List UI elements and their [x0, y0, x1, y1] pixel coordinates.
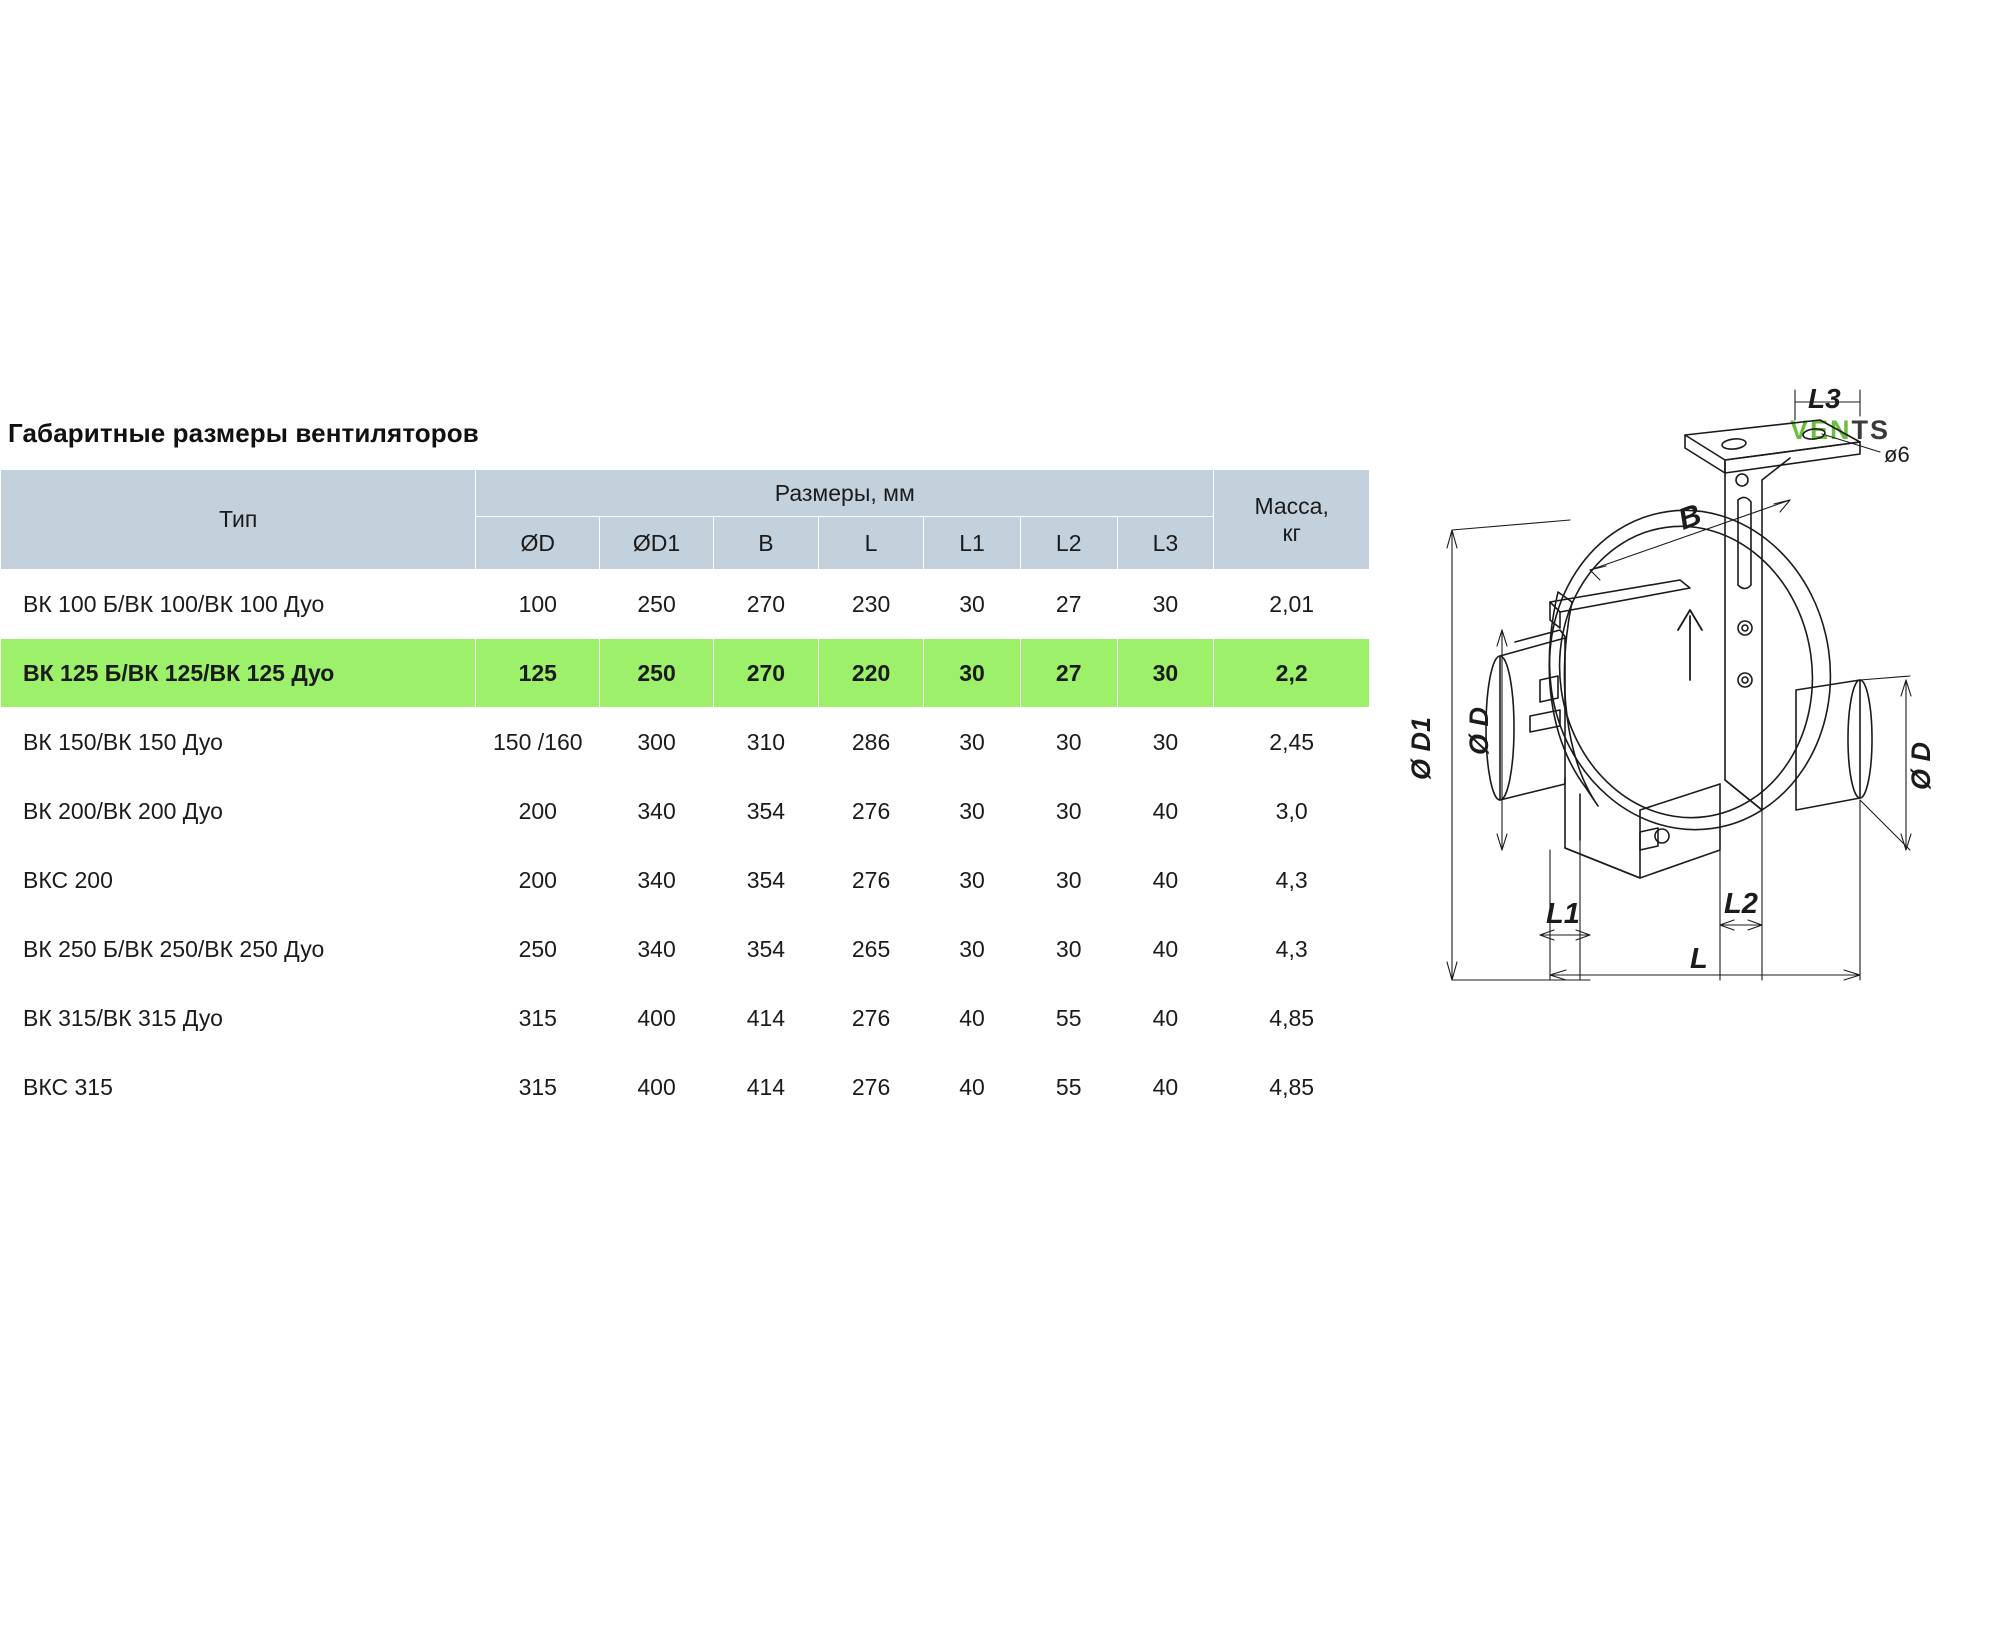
cell-l2: 55	[1020, 1053, 1117, 1122]
dimensions-table	[0, 469, 1370, 1122]
dimension-label-d6: ø6	[1884, 442, 1910, 467]
dimension-label-d-right: Ø D	[1906, 741, 1936, 790]
cell-l1: 30	[924, 846, 1021, 915]
table-row	[1, 1053, 1370, 1122]
mounting-bracket	[1685, 420, 1860, 473]
table-row	[1, 846, 1370, 915]
cell-d: 250	[476, 915, 600, 984]
column-header-mass-line1: Масса,	[1254, 492, 1329, 519]
cell-l3: 40	[1117, 915, 1214, 984]
cell-b: 354	[713, 915, 818, 984]
cell-mass: 2,01	[1214, 570, 1370, 639]
cell-d1: 300	[600, 708, 714, 777]
column-header-l1: L1	[924, 517, 1021, 570]
cell-mass: 2,45	[1214, 708, 1370, 777]
cell-l3: 30	[1117, 639, 1214, 708]
cell-l1: 30	[924, 915, 1021, 984]
cell-type: ВК 250 Б/ВК 250/ВК 250 Дуо	[1, 915, 476, 984]
cell-mass: 4,3	[1214, 915, 1370, 984]
table-row-highlighted	[1, 639, 1370, 708]
fan-housing	[1529, 492, 1851, 878]
cell-b: 354	[713, 777, 818, 846]
table-head	[1, 470, 1370, 570]
column-header-l: L	[818, 517, 923, 570]
dimension-label-l2: L2	[1724, 888, 1758, 920]
cell-l2: 27	[1020, 570, 1117, 639]
cell-l3: 40	[1117, 1053, 1214, 1122]
cell-l2: 55	[1020, 984, 1117, 1053]
column-header-mass-line2: кг	[1282, 519, 1301, 546]
dimensions-table-block	[0, 418, 1380, 1122]
cell-l: 276	[818, 984, 923, 1053]
table-row	[1, 708, 1370, 777]
table-body	[1, 570, 1370, 1122]
dimension-lines	[1447, 390, 1911, 980]
cell-b: 414	[713, 984, 818, 1053]
cell-l: 276	[818, 846, 923, 915]
cell-mass: 3,0	[1214, 777, 1370, 846]
cell-l: 265	[818, 915, 923, 984]
table-row	[1, 984, 1370, 1053]
cell-l3: 30	[1117, 570, 1214, 639]
cell-d: 100	[476, 570, 600, 639]
cell-type: ВК 315/ВК 315 Дуо	[1, 984, 476, 1053]
cell-d: 200	[476, 777, 600, 846]
dimension-label-l1: L1	[1546, 898, 1580, 930]
column-header-type: Тип	[1, 470, 476, 570]
cell-l1: 30	[924, 708, 1021, 777]
column-header-mass	[1214, 470, 1370, 570]
cell-type: ВК 125 Б/ВК 125/ВК 125 Дуо	[1, 639, 476, 708]
cell-l1: 30	[924, 639, 1021, 708]
dimension-label-l: L	[1690, 943, 1708, 975]
cell-b: 414	[713, 1053, 818, 1122]
cell-d1: 340	[600, 915, 714, 984]
cell-l: 286	[818, 708, 923, 777]
cell-mass: 4,85	[1214, 984, 1370, 1053]
cell-l3: 40	[1117, 846, 1214, 915]
cell-b: 354	[713, 846, 818, 915]
cell-d: 125	[476, 639, 600, 708]
cell-l1: 40	[924, 1053, 1021, 1122]
cell-mass: 2,2	[1214, 639, 1370, 708]
cell-d1: 250	[600, 570, 714, 639]
cell-l1: 40	[924, 984, 1021, 1053]
cell-d1: 400	[600, 1053, 714, 1122]
cell-type: ВК 100 Б/ВК 100/ВК 100 Дуо	[1, 570, 476, 639]
table-row	[1, 915, 1370, 984]
cell-l2: 30	[1020, 846, 1117, 915]
cell-l: 220	[818, 639, 923, 708]
brand-logo-part1: VEN	[1790, 415, 1852, 445]
cell-type: ВКС 200	[1, 846, 476, 915]
cell-b: 270	[713, 639, 818, 708]
cell-l: 230	[818, 570, 923, 639]
outlet-spigot	[1796, 680, 1872, 810]
cell-b: 270	[713, 570, 818, 639]
cell-l3: 40	[1117, 984, 1214, 1053]
cell-d1: 340	[600, 777, 714, 846]
cable-gland	[1640, 828, 1669, 850]
dimension-label-d1: Ø D1	[1406, 716, 1436, 780]
cell-l3: 40	[1117, 777, 1214, 846]
cell-b: 310	[713, 708, 818, 777]
brand-logo-part2: TS	[1851, 415, 1891, 445]
table-row	[1, 570, 1370, 639]
cell-l1: 30	[924, 570, 1021, 639]
cell-l1: 30	[924, 777, 1021, 846]
cell-type: ВК 150/ВК 150 Дуо	[1, 708, 476, 777]
cell-d1: 400	[600, 984, 714, 1053]
cell-d1: 340	[600, 846, 714, 915]
cell-l2: 27	[1020, 639, 1117, 708]
cell-type: ВКС 315	[1, 1053, 476, 1122]
cell-d1: 250	[600, 639, 714, 708]
cell-d: 315	[476, 1053, 600, 1122]
cell-mass: 4,3	[1214, 846, 1370, 915]
fan-technical-drawing	[1390, 380, 1990, 1210]
dimension-label-b: B	[1674, 498, 1706, 537]
page-title: Габаритные размеры вентиляторов	[8, 418, 479, 448]
dimension-label-d-left: Ø D	[1464, 706, 1494, 755]
table-row	[1, 777, 1370, 846]
table-header-row-group	[1, 470, 1370, 517]
cell-d: 200	[476, 846, 600, 915]
column-header-sizes-group: Размеры, мм	[476, 470, 1214, 517]
cell-l: 276	[818, 777, 923, 846]
cell-l: 276	[818, 1053, 923, 1122]
column-header-l3: L3	[1117, 517, 1214, 570]
dimension-label-l3: L3	[1808, 383, 1841, 414]
column-header-d1: ØD1	[600, 517, 714, 570]
cell-l2: 30	[1020, 915, 1117, 984]
cell-d: 315	[476, 984, 600, 1053]
cell-d: 150 /160	[476, 708, 600, 777]
cell-type: ВК 200/ВК 200 Дуо	[1, 777, 476, 846]
cell-l3: 30	[1117, 708, 1214, 777]
column-header-d: ØD	[476, 517, 600, 570]
cell-l2: 30	[1020, 777, 1117, 846]
column-header-l2: L2	[1020, 517, 1117, 570]
column-header-b: B	[713, 517, 818, 570]
cell-mass: 4,85	[1214, 1053, 1370, 1122]
cell-l2: 30	[1020, 708, 1117, 777]
